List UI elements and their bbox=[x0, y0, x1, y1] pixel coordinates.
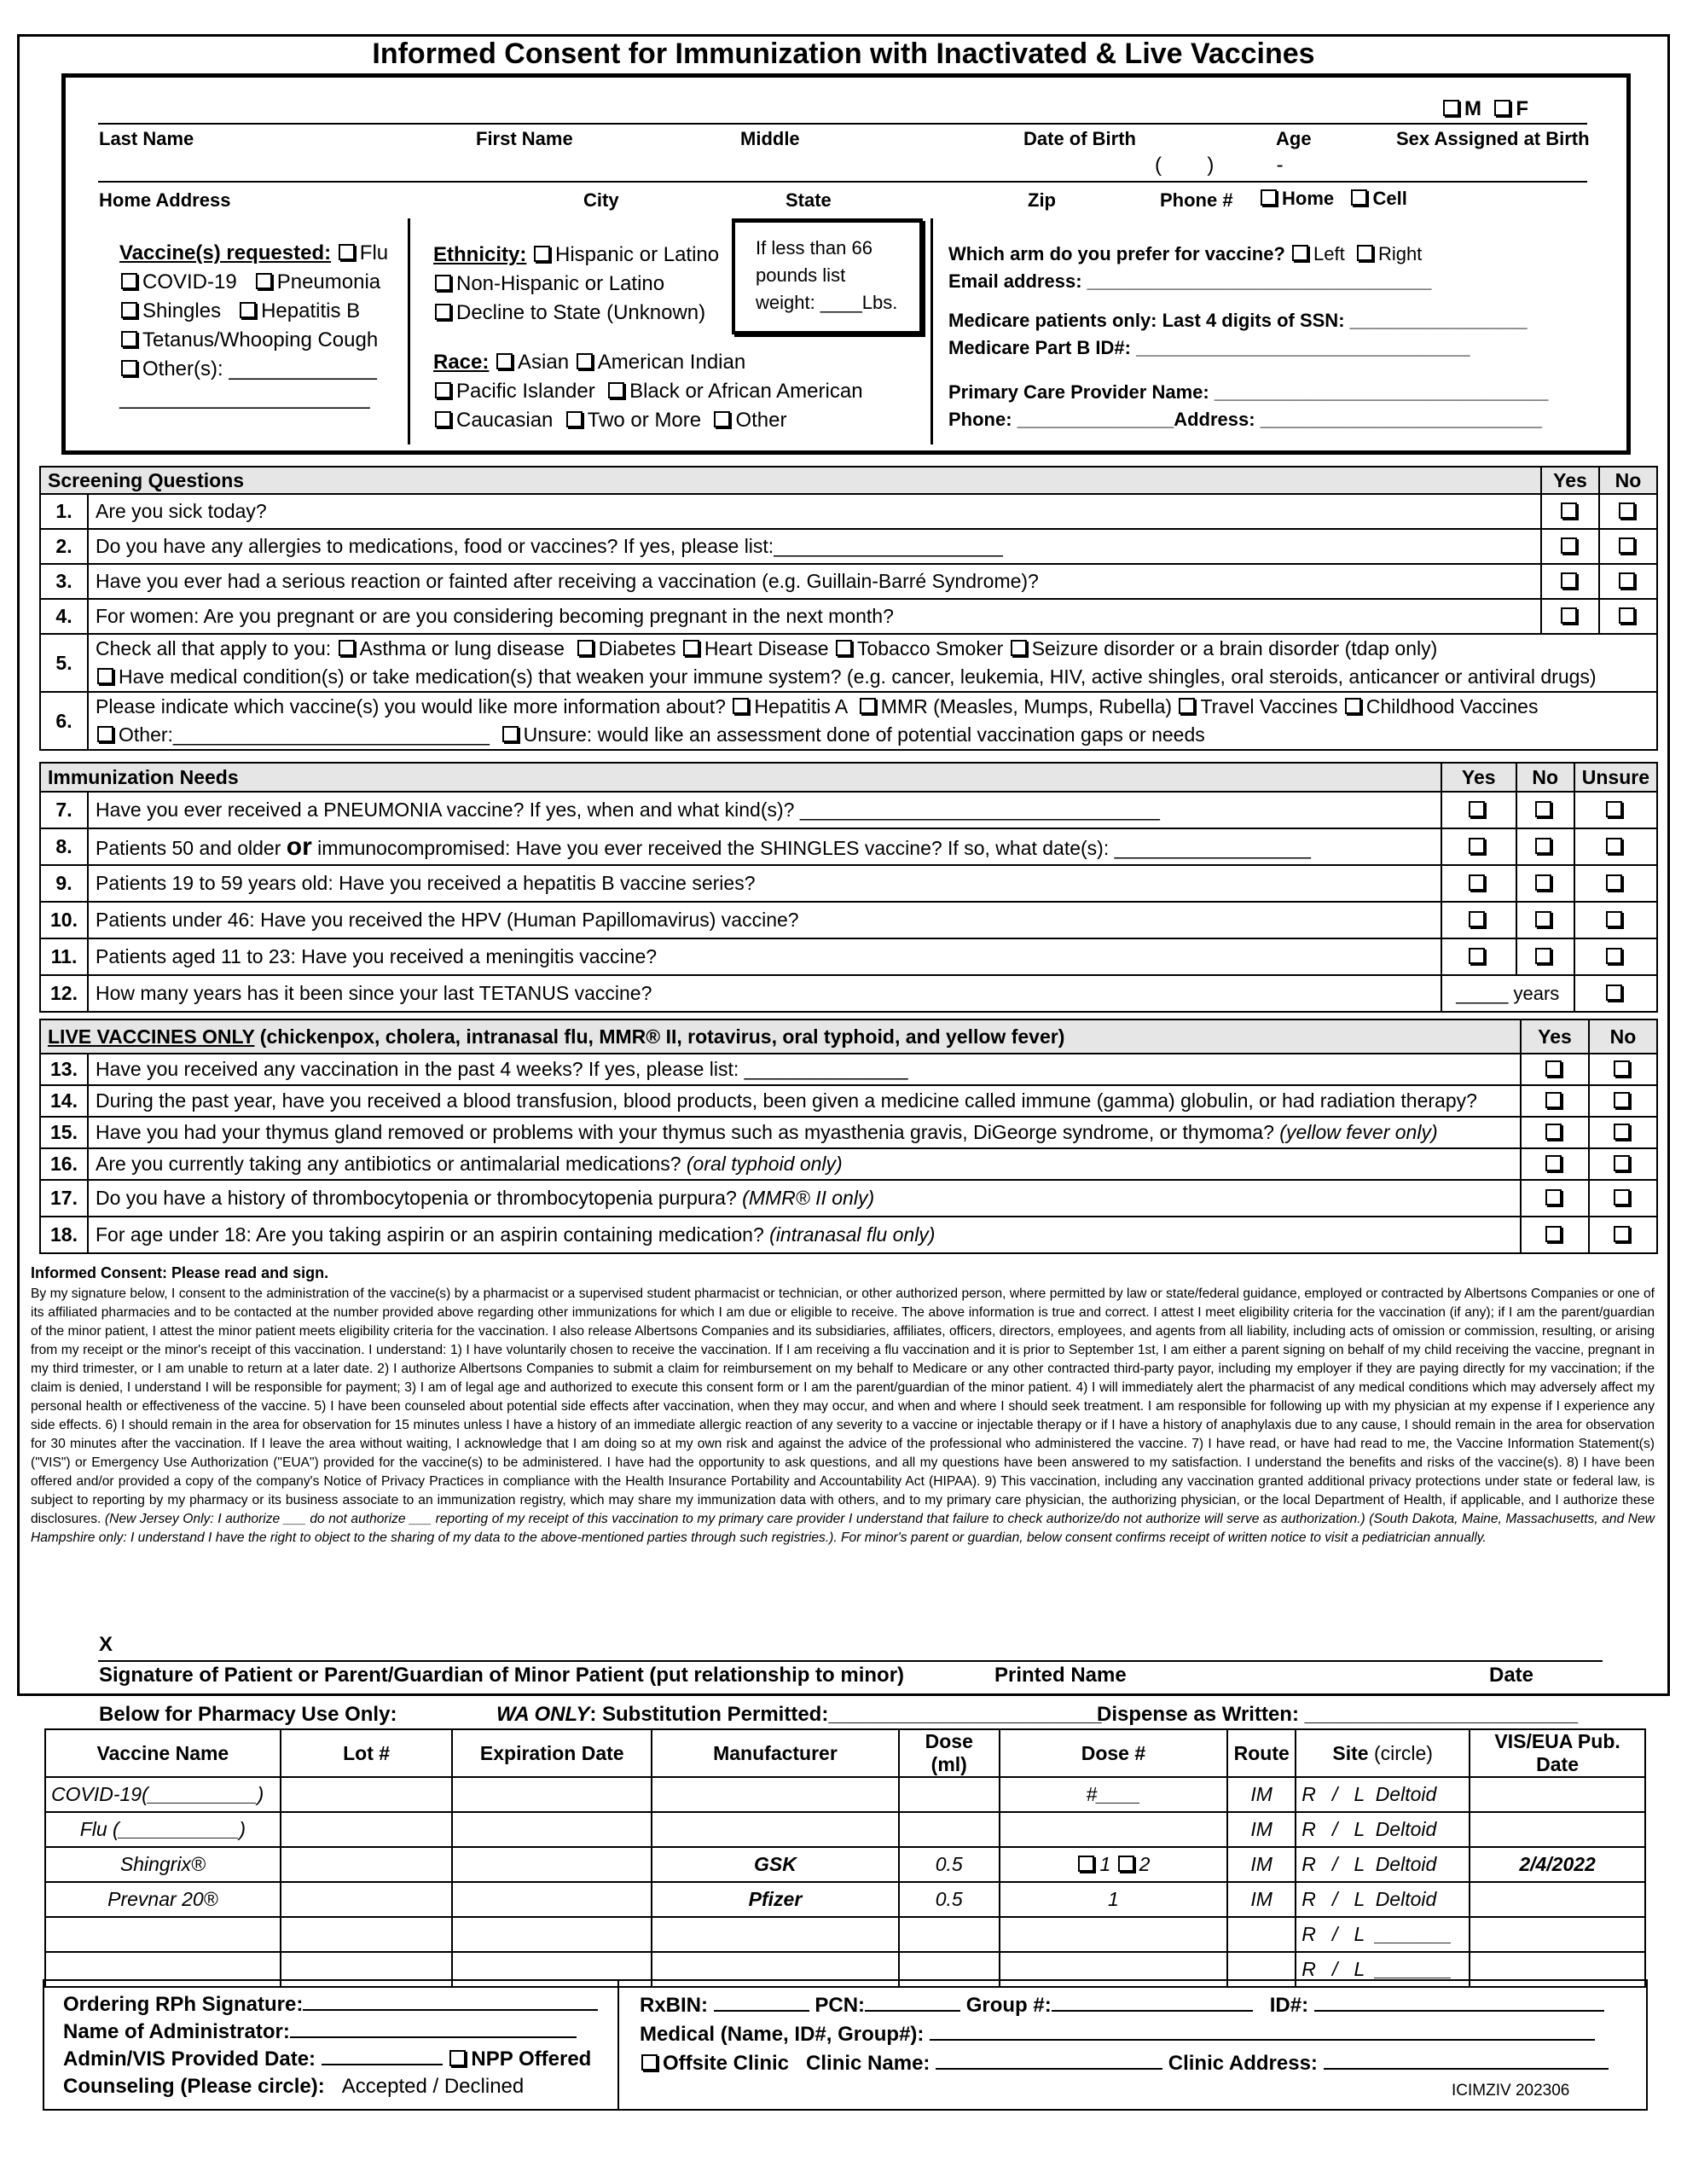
email-field[interactable]: Email address: _________________________________ bbox=[948, 270, 1432, 292]
imm-q7: Have you ever received a PNEUMONIA vaccine? If yes, when and what kind(s)? _________________________________ bbox=[88, 792, 1441, 828]
wa-substitution: WA ONLY: Substitution Permitted:________________________ bbox=[496, 1703, 1102, 1726]
live-q16: Are you currently taking any antibiotics or antimalarial medications? (oral typhoid only) bbox=[88, 1148, 1521, 1180]
dose-1-checkbox[interactable] bbox=[1078, 1856, 1094, 1872]
diabetes-checkbox[interactable] bbox=[577, 640, 594, 656]
q9-no[interactable] bbox=[1535, 874, 1551, 891]
pharmacy-cell[interactable]: R / L Deltoid bbox=[1296, 1777, 1470, 1812]
dose-2-checkbox[interactable] bbox=[1118, 1856, 1134, 1872]
q10-yes[interactable] bbox=[1469, 911, 1485, 927]
pneumonia-checkbox[interactable] bbox=[256, 273, 272, 289]
pharmacy-cell[interactable]: Flu (___________) bbox=[45, 1812, 281, 1847]
sex-options: M F bbox=[1441, 97, 1528, 121]
pharmacy-use-label: Below for Pharmacy Use Only: bbox=[99, 1703, 397, 1726]
heart-checkbox[interactable] bbox=[683, 640, 699, 656]
live-q14: During the past year, have you received a blood transfusion, blood products, been given a medicine called immune (gamma) globulin, or had radiation therapy? bbox=[88, 1085, 1521, 1117]
q10-no[interactable] bbox=[1535, 911, 1551, 927]
pharmacy-cell[interactable] bbox=[1470, 1882, 1645, 1917]
q11-unsure[interactable] bbox=[1606, 948, 1622, 964]
arm-right-checkbox[interactable] bbox=[1357, 245, 1373, 261]
imm-q8: Patients 50 and older or immunocompromised: Have you ever received the SHINGLES vaccine? If so, what date(s): __________________ bbox=[88, 828, 1441, 865]
arm-left-checkbox[interactable] bbox=[1292, 245, 1308, 261]
pharmacy-cell[interactable]: 0.5 bbox=[899, 1882, 1000, 1917]
pharmacy-row bbox=[45, 1812, 1645, 1847]
q12-unsure[interactable] bbox=[1606, 985, 1622, 1001]
pharmacy-col-header: Vaccine Name bbox=[45, 1729, 281, 1777]
pharmacy-table bbox=[44, 1728, 1646, 1988]
immune-checkbox[interactable] bbox=[97, 668, 113, 684]
pharmacy-cell[interactable] bbox=[452, 1812, 652, 1847]
footer-right: RxBIN: PCN: Group #: ID#: Medical (Name, ID#, Group#): Offsite Clinic Clinic Name: Clinic Address: bbox=[640, 1991, 1609, 2078]
state-label: State bbox=[786, 189, 832, 211]
tobacco-checkbox[interactable] bbox=[836, 640, 852, 656]
tetanus-years-field[interactable]: _____ years bbox=[1441, 975, 1574, 1012]
q14-no[interactable] bbox=[1614, 1092, 1630, 1108]
q2-no[interactable] bbox=[1619, 537, 1635, 554]
pharmacy-col-header: Dose # bbox=[1000, 1729, 1228, 1777]
immunization-header: Immunization Needs bbox=[40, 763, 1441, 792]
asian-checkbox[interactable] bbox=[496, 353, 513, 369]
q16-no[interactable] bbox=[1614, 1155, 1630, 1171]
consent-body: By my signature below, I consent to the administration of the vaccine(s) by a pharmacist or a supervised student pharmacist or technician, or other authorized person, where permitted by law or state/federal guidance, employed or contracted by Albertsons Companies or one of its affiliated pharmacies and to be contacted at the number provided above regarding other immunizations for which I am due or eligible to receive. The above information is true and correct. I attest I meet eligibility criteria for the vaccination (if any); if I am the parent/guardian of the minor patient, I attest the minor patient meets eligibility criteria for the vaccination. I also release Albertsons Companies and its subsidiaries, affiliates, officers, directors, employees, and agents from all liability, including acts of omission or commission, resulting, or arising from my receipt or the minor's receipt of this vaccination. I understand: 1) I have voluntarily chosen to receive the vaccination. If I am receiving a flu vaccination and it is prior to September 1st, I am either a parent signing on behalf of my child receiving the vaccine, pregnant in my third trimester, or I am unable to return at a later date. 2) I authorize Albertsons Companies to submit a claim for reimbursement on my behalf to Medicare or any other contracted third-party payor, including my employer if they are paying directly for my vaccination; if the claim is denied, I understand I will be responsible for payment; 3) I am of legal age and authorized to execute this consent form or I am the parent/guardian of the minor patient. 4) I will immediately alert the pharmacist of any medical conditions which may adversely affect my personal health or effectiveness of the vaccine. 5) I have been counseled about potential side effects after vaccination, when they may occur, and when and where I should seek treatment. I am responsible for following up with my physician at my expense if I experience any side effects. 6) I should remain in the area for observation for 15 minutes unless I have a history of an immediate allergic reaction of any severity to a vaccine or injectable therapy or if I have a history of anaphylaxis due to any cause, I should remain in the area for observation for 30 minutes after the vaccination. If I leave the area without waiting, I acknowledge that I am doing so at my own risk and against the advice of the professional who administered the vaccine. 7) I have read, or have had read to me, the Vaccine Information Statement(s) ("VIS") or Emergency Use Authorization ("EUA") provided for the vaccine(s) to be administered. I have had the opportunity to ask questions, and all my questions have been answered to my satisfaction. I understand the benefits and risks of the vaccine(s). 8) I have been offered and/or provided a copy of the company's Notice of Privacy Practices in compliance with the Health Insurance Portability and Accountability Act (HIPAA). 9) This vaccination, including any vaccination granted additional privacy protections under state or federal law, is subject to reporting by my pharmacy or its business associate to an immunization registry, which may share my immunization data with others, and to my primary care physician, the authorizing physician, or the local Department of Health, if applicable, and I authorize these disclosures. (New Jersey Only: I authorize ___ do not authorize ___ reporting of my receipt of this vaccination to my primary care provider I understand that failure to check authorize/do not authorize will serve as authorization.) (South Dakota, Maine, Massachusetts, and New Hampshire only: I understand I have the right to object to the sharing of my data to the above-mentioned parties through such registries.). For minor's parent or guardian, below consent confirms receipt of written notice to visit a pediatrician annually. bbox=[31, 1287, 1655, 1545]
live-q13: Have you received any vaccination in the past 4 weeks? If yes, please list: _______________ bbox=[88, 1054, 1521, 1085]
q15-no[interactable] bbox=[1614, 1124, 1630, 1140]
phone-home-checkbox[interactable] bbox=[1261, 189, 1277, 206]
pharmacy-cell[interactable] bbox=[1000, 1917, 1228, 1952]
non-hispanic-checkbox[interactable] bbox=[435, 275, 451, 291]
signature-x: X bbox=[99, 1633, 113, 1656]
live-q15: Have you had your thymus gland removed or problems with your thymus such as myasthenia gravis, DiGeorge syndrome, or thymoma? (yellow fever only) bbox=[88, 1117, 1521, 1148]
pharmacy-col-header: Manufacturer bbox=[652, 1729, 899, 1777]
pharmacy-cell[interactable] bbox=[652, 1812, 899, 1847]
q8-unsure[interactable] bbox=[1606, 838, 1622, 854]
q17-no[interactable] bbox=[1614, 1189, 1630, 1205]
dispense-as-written: Dispense as Written: ________________________ bbox=[1097, 1703, 1578, 1726]
pharmacy-cell[interactable] bbox=[452, 1917, 652, 1952]
pharmacy-cell[interactable]: Pfizer bbox=[652, 1882, 899, 1917]
q4-yes[interactable] bbox=[1561, 607, 1577, 624]
screening-q3: Have you ever had a serious reaction or fainted after receiving a vaccination (e.g. Guillain-Barré Syndrome)? bbox=[88, 564, 1541, 599]
pharmacy-cell[interactable]: #____ bbox=[1000, 1777, 1228, 1812]
sex-f-checkbox[interactable] bbox=[1494, 100, 1510, 116]
sex-m-checkbox[interactable] bbox=[1443, 100, 1459, 116]
pharmacy-cell[interactable] bbox=[281, 1812, 453, 1847]
last-name-label: Last Name bbox=[99, 128, 194, 149]
live-header: LIVE VACCINES ONLY (chickenpox, cholera, intranasal flu, MMR® II, rotavirus, oral typhoid, and yellow fever) bbox=[40, 1019, 1521, 1054]
pharmacy-cell[interactable] bbox=[452, 1882, 652, 1917]
covid-checkbox[interactable] bbox=[121, 273, 137, 289]
pharmacy-cell[interactable] bbox=[652, 1777, 899, 1812]
phone-parens: ( ) - bbox=[1155, 154, 1284, 177]
q3-no[interactable] bbox=[1619, 572, 1635, 589]
pharmacy-cell[interactable] bbox=[1470, 1812, 1645, 1847]
q18-no[interactable] bbox=[1614, 1226, 1630, 1242]
two-more-checkbox[interactable] bbox=[566, 411, 583, 427]
vaccines-requested: Vaccine(s) requested: Flu COVID-19 Pneumonia Shingles Hepatitis B Tetanus/Whooping Cough Other(s): _____________ ______________________ bbox=[119, 241, 389, 410]
pharmacy-cell[interactable]: IM bbox=[1227, 1847, 1296, 1882]
pharmacy-col-header: Site (circle) bbox=[1296, 1729, 1470, 1777]
pharmacy-cell[interactable]: 0.5 bbox=[899, 1847, 1000, 1882]
pharmacy-cell[interactable] bbox=[1470, 1777, 1645, 1812]
childhood-checkbox[interactable] bbox=[1345, 698, 1361, 714]
screening-header: Screening Questions bbox=[40, 467, 1541, 494]
consent-heading: Informed Consent: Please read and sign. bbox=[31, 1264, 329, 1281]
form-title: Informed Consent for Immunization with Inactivated & Live Vaccines bbox=[372, 38, 1315, 70]
imm-q9: Patients 19 to 59 years old: Have you received a hepatitis B vaccine series? bbox=[88, 865, 1441, 902]
q17-yes[interactable] bbox=[1545, 1189, 1562, 1205]
pharmacy-cell[interactable]: R / L Deltoid bbox=[1296, 1812, 1470, 1847]
zip-label: Zip bbox=[1028, 189, 1056, 211]
q14-yes[interactable] bbox=[1545, 1092, 1562, 1108]
signature-date-label: Date bbox=[1489, 1664, 1534, 1687]
q9-yes[interactable] bbox=[1469, 874, 1485, 891]
q1-no[interactable] bbox=[1619, 502, 1635, 519]
pharmacy-cell[interactable]: IM bbox=[1227, 1812, 1296, 1847]
pharmacy-cell[interactable]: R / L Deltoid bbox=[1296, 1847, 1470, 1882]
pharmacy-cell[interactable] bbox=[899, 1917, 1000, 1952]
pharmacy-row bbox=[45, 1917, 1645, 1952]
home-address-label: Home Address bbox=[99, 189, 231, 211]
shingles-checkbox[interactable] bbox=[121, 302, 137, 318]
form-code: ICIMZIV 202306 bbox=[1452, 2082, 1570, 2100]
sex-label: Sex Assigned at Birth bbox=[1396, 128, 1590, 149]
middle-label: Middle bbox=[740, 128, 800, 149]
offsite-clinic-checkbox[interactable] bbox=[641, 2054, 658, 2071]
screening-q1: Are you sick today? bbox=[88, 494, 1541, 529]
age-label: Age bbox=[1276, 128, 1312, 149]
race-other-checkbox[interactable] bbox=[714, 411, 730, 427]
imm-q10: Patients under 46: Have you received the HPV (Human Papillomavirus) vaccine? bbox=[88, 902, 1441, 938]
npp-checkbox[interactable] bbox=[449, 2050, 466, 2066]
pharmacy-cell[interactable] bbox=[652, 1917, 899, 1952]
hepb-checkbox[interactable] bbox=[240, 302, 256, 318]
pharmacy-cell[interactable]: IM bbox=[1227, 1882, 1296, 1917]
pharmacy-cell[interactable] bbox=[1000, 1812, 1228, 1847]
pharmacy-cell[interactable]: 1 2 bbox=[1000, 1847, 1228, 1882]
pharmacy-cell[interactable] bbox=[281, 1777, 453, 1812]
imm-q12: How many years has it been since your last TETANUS vaccine? bbox=[88, 975, 1441, 1012]
pharmacy-cell[interactable]: IM bbox=[1227, 1777, 1296, 1812]
q18-yes[interactable] bbox=[1545, 1226, 1562, 1242]
medicare-ssn-field[interactable]: Medicare patients only: Last 4 digits of SSN: _________________ bbox=[948, 310, 1528, 331]
pharmacy-cell[interactable] bbox=[1227, 1917, 1296, 1952]
pharmacy-row bbox=[45, 1882, 1645, 1917]
pharmacy-cell[interactable] bbox=[452, 1847, 652, 1882]
q13-yes[interactable] bbox=[1545, 1060, 1562, 1077]
caucasian-checkbox[interactable] bbox=[435, 411, 451, 427]
american-indian-checkbox[interactable] bbox=[577, 353, 593, 369]
phone-cell-checkbox[interactable] bbox=[1351, 189, 1367, 206]
medicare-b-field[interactable]: Medicare Part B ID#: ________________________________ bbox=[948, 337, 1470, 358]
live-vaccines-table: LIVE VACCINES ONLY (chickenpox, cholera, intranasal flu, MMR® II, rotavirus, oral typhoid, and yellow fever) Yes No 13. Have you received any vaccination in the past 4 weeks? If yes, please list: _______________ 14. During the past year, have you received a blood transfusion, blood products, been given a medicine called immune (gamma) globulin, or had radiation therapy? 15. Have you had your thymus gland removed or problems with your thymus such as myasthenia gravis, DiGeorge syndrome, or thymoma? (yellow fever only) 16. Are you currently taking any antibiotics or antimalarial medications? (oral typhoid only) 17. Do you have a history of thrombocytopenia or thrombocytopenia purpura? (MMR® II only) 18. For age under 18: Are you taking aspirin or an aspirin containing medication? (intranasal flu only) bbox=[39, 1019, 1658, 1254]
seizure-checkbox[interactable] bbox=[1011, 640, 1027, 656]
pharmacy-col-header: Route bbox=[1227, 1729, 1296, 1777]
q15-yes[interactable] bbox=[1545, 1124, 1562, 1140]
screening-q4: For women: Are you pregnant or are you considering becoming pregnant in the next month? bbox=[88, 599, 1541, 634]
pharmacy-cell[interactable] bbox=[899, 1812, 1000, 1847]
q8-no[interactable] bbox=[1535, 838, 1551, 854]
tetanus-checkbox[interactable] bbox=[121, 331, 137, 347]
q13-no[interactable] bbox=[1614, 1060, 1630, 1077]
pharmacy-cell[interactable] bbox=[452, 1777, 652, 1812]
q8-yes[interactable] bbox=[1469, 838, 1485, 854]
dob-label: Date of Birth bbox=[1023, 128, 1136, 149]
unsure-checkbox[interactable] bbox=[502, 726, 519, 742]
immunization-table: Immunization Needs Yes No Unsure 7. Have you ever received a PNEUMONIA vaccine? If yes, when and what kind(s)? _________________________________ 8. Patients 50 and older or immunocompromised: Have you ever received the SHINGLES vaccine? If so, what date(s): __________________ 9. Patients 19 to 59 years old: Have you received a hepatitis B vaccine series? 10. Patients under 46: Have you received the HPV (Human Papillomavirus) vaccine? 11. Patients aged 11 to 23: Have you received a meningitis vaccine? 12. How many years has it been since your last TETANUS vaccine? _____ years bbox=[39, 762, 1658, 1013]
pharmacy-cell[interactable]: R / L Deltoid bbox=[1296, 1882, 1470, 1917]
q2-yes[interactable] bbox=[1561, 537, 1577, 554]
screening-table: Screening Questions Yes No 1. Are you sick today? 2. Do you have any allergies to medications, food or vaccines? If yes, please list:_____________________ 3. Have you ever had a serious reaction or fainted after receiving a vaccination (e.g. Guillain-Barré Syndrome)? 4. For women: Are you pregnant or are you considering becoming pregnant in the next month? 5. Check all that apply to you: Asthma or lung disease Diabetes Heart Disease Tobacco Smoker Seizure disorder or a brain disorder (tdap only) Have medical condition(s) or take medication(s) that weaken your immune system? (e.g. cancer, leukemia, HIV, active shingles, oral steroids, anticancer or antiviral drugs) 6. Please indicate which vaccine(s) you would like more information about? Hepatitis A MMR (Measles, Mumps, Rubella) Travel Vaccines Childhood Vaccines Other:_____________________________ Unsure: would like an assessment done of potential vaccination gaps or needs bbox=[39, 466, 1658, 751]
pharmacy-col-header: VIS/EUA Pub. Date bbox=[1470, 1729, 1645, 1777]
weight-box: If less than 66 pounds list weight: ____Lbs. bbox=[732, 218, 923, 334]
mmr-checkbox[interactable] bbox=[860, 698, 876, 714]
pcp-phone-field[interactable]: Phone: _______________ bbox=[948, 409, 1174, 430]
travel-checkbox[interactable] bbox=[1179, 698, 1195, 714]
pharmacy-cell[interactable] bbox=[899, 1777, 1000, 1812]
pharmacy-cell[interactable]: R / L _______ bbox=[1296, 1952, 1470, 1987]
ethnicity-race: Ethnicity: Hispanic or Latino Non-Hispanic or Latino Decline to State (Unknown) Race: Asian American Indian Pacific Islander Black or African American Caucasian Two or More Other bbox=[433, 243, 863, 432]
other-vaccine-checkbox[interactable] bbox=[121, 360, 137, 376]
pharmacy-col-header: Lot # bbox=[281, 1729, 453, 1777]
q11-yes[interactable] bbox=[1469, 948, 1485, 964]
hispanic-checkbox[interactable] bbox=[534, 246, 550, 262]
q1-yes[interactable] bbox=[1561, 502, 1577, 519]
live-q17: Do you have a history of thrombocytopenia or thrombocytopenia purpura? (MMR® II only) bbox=[88, 1180, 1521, 1217]
q9-unsure[interactable] bbox=[1606, 874, 1622, 891]
pharmacy-cell[interactable]: R / L _______ bbox=[1296, 1917, 1470, 1952]
pcp-address-field[interactable]: Address: ___________________________ bbox=[1174, 409, 1543, 430]
q10-unsure[interactable] bbox=[1606, 911, 1622, 927]
pharmacy-cell[interactable]: 1 bbox=[1000, 1882, 1228, 1917]
pharmacy-cell[interactable] bbox=[1470, 1917, 1645, 1952]
pharmacy-cell[interactable] bbox=[45, 1917, 281, 1952]
flu-checkbox[interactable] bbox=[339, 244, 355, 260]
pharmacy-cell[interactable]: 2/4/2022 bbox=[1470, 1847, 1645, 1882]
q16-yes[interactable] bbox=[1545, 1155, 1562, 1171]
asthma-checkbox[interactable] bbox=[339, 640, 355, 656]
phone-type: Home Cell bbox=[1259, 188, 1407, 210]
pharmacy-cell[interactable] bbox=[281, 1847, 453, 1882]
city-label: City bbox=[583, 189, 619, 211]
screening-q2: Do you have any allergies to medications, food or vaccines? If yes, please list:_____________________ bbox=[88, 529, 1541, 564]
q4-no[interactable] bbox=[1619, 607, 1635, 624]
black-checkbox[interactable] bbox=[608, 382, 624, 398]
pacific-checkbox[interactable] bbox=[435, 382, 451, 398]
pharmacy-col-header: Expiration Date bbox=[452, 1729, 652, 1777]
pharmacy-cell[interactable]: GSK bbox=[652, 1847, 899, 1882]
hepa-checkbox[interactable] bbox=[733, 698, 749, 714]
pharmacy-col-header: Dose (ml) bbox=[899, 1729, 1000, 1777]
pharmacy-cell[interactable]: Shingrix® bbox=[45, 1847, 281, 1882]
pharmacy-cell[interactable] bbox=[281, 1917, 453, 1952]
pharmacy-row bbox=[45, 1777, 1645, 1812]
phone-label: Phone # bbox=[1160, 189, 1233, 211]
info-other-checkbox[interactable] bbox=[97, 726, 113, 742]
pharmacy-row bbox=[45, 1847, 1645, 1882]
printed-name-label: Printed Name bbox=[994, 1664, 1127, 1687]
decline-checkbox[interactable] bbox=[435, 304, 451, 320]
q7-no[interactable] bbox=[1535, 801, 1551, 817]
pcp-name-field[interactable]: Primary Care Provider Name: ________________________________ bbox=[948, 381, 1549, 403]
contact-info: Which arm do you prefer for vaccine? Left Right Email address: _________________________________ Medicare patients only: Last 4 digits of SSN: _________________ Medicare Part B ID#: ________________________________ Primary Care Provider Name: ________________________________ Phone: _______________Address: ___________________________ bbox=[948, 243, 1549, 430]
live-q18: For age under 18: Are you taking aspirin or an aspirin containing medication? (intranasal flu only) bbox=[88, 1217, 1521, 1253]
q11-no[interactable] bbox=[1535, 948, 1551, 964]
pharmacy-cell[interactable]: Prevnar 20® bbox=[45, 1882, 281, 1917]
pharmacy-cell[interactable]: COVID-19(__________) bbox=[45, 1777, 281, 1812]
first-name-label: First Name bbox=[476, 128, 573, 149]
signature-label: Signature of Patient or Parent/Guardian of Minor Patient (put relationship to minor) bbox=[99, 1664, 905, 1687]
pharmacy-cell[interactable] bbox=[281, 1882, 453, 1917]
q3-yes[interactable] bbox=[1561, 572, 1577, 589]
q7-yes[interactable] bbox=[1469, 801, 1485, 817]
q7-unsure[interactable] bbox=[1606, 801, 1622, 817]
imm-q11: Patients aged 11 to 23: Have you received a meningitis vaccine? bbox=[88, 938, 1441, 975]
counseling-choice[interactable]: Accepted / Declined bbox=[341, 2075, 525, 2098]
footer-left: Ordering RPh Signature: Name of Administrator: Admin/VIS Provided Date: NPP Offered Counseling (Please circle): Accepted / Declined bbox=[63, 1991, 598, 2100]
